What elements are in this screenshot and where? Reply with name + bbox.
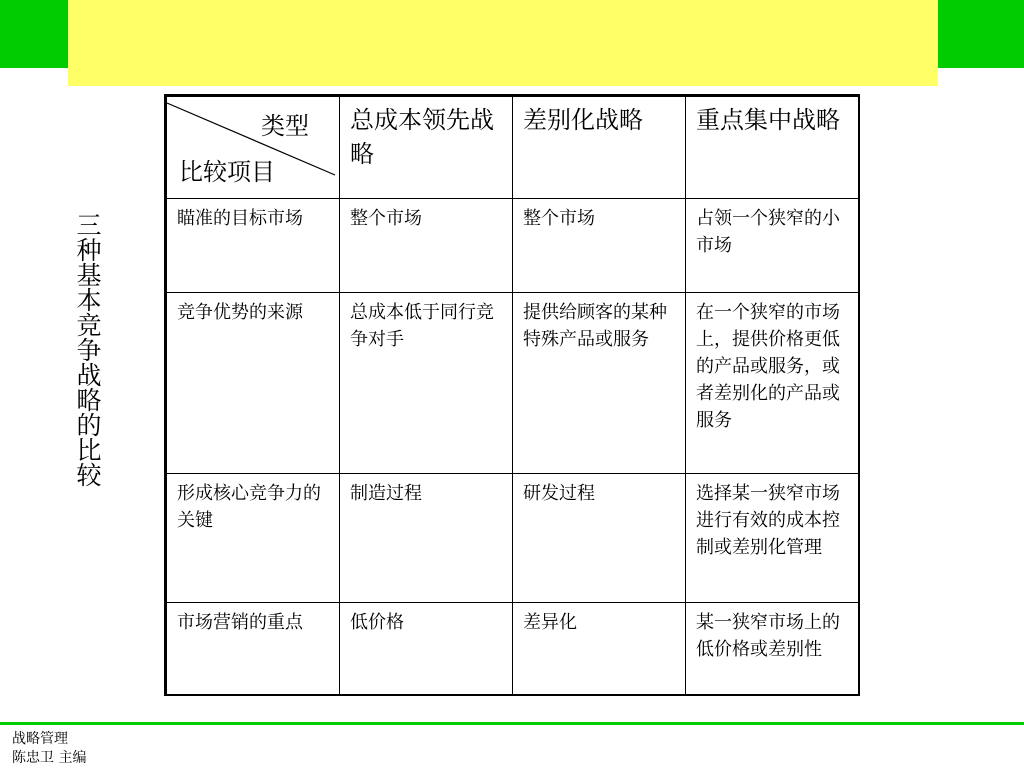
footer-editor: 陈忠卫 主编 [12,750,87,766]
footer-divider [0,722,1024,725]
table-cell: 在一个狭窄的市场上，提供价格更低的产品或服务，或者差别化的产品或服务 [686,293,859,474]
row-label: 瞄准的目标市场 [167,199,340,293]
footer-course-title: 战略管理 [12,731,68,747]
table-corner-cell [167,97,340,199]
corner-label-type: 类型 [261,112,309,140]
column-header-focus: 重点集中战略 [686,97,859,199]
corner-label-item: 比较项目 [179,158,275,186]
row-label: 竞争优势的来源 [167,293,340,474]
comparison-table [166,96,859,695]
table-cell: 提供给顾客的某种特殊产品或服务 [513,293,686,474]
table-row [167,199,859,293]
table-row [167,474,859,603]
table-cell: 整个市场 [513,199,686,293]
table-cell: 某一狭窄市场上的低价格或差别性 [686,603,859,695]
table-row [167,293,859,474]
table-cell: 占领一个狭窄的小市场 [686,199,859,293]
header-green-block-left [0,0,68,68]
table-cell: 选择某一狭窄市场进行有效的成本控制或差别化管理 [686,474,859,603]
footer-credits [12,730,86,768]
column-header-differentiation: 差别化战略 [513,97,686,199]
row-label: 形成核心竞争力的关键 [167,474,340,603]
table-cell: 整个市场 [340,199,513,293]
table-cell: 制造过程 [340,474,513,603]
slide-title: 三种基本竞争战略的比较 [73,212,102,487]
table-cell: 差异化 [513,603,686,695]
row-label: 市场营销的重点 [167,603,340,695]
table-cell: 低价格 [340,603,513,695]
table-header-row [167,97,859,199]
table-row [167,603,859,695]
table-cell: 总成本低于同行竞争对手 [340,293,513,474]
header-green-block-right [938,0,1024,68]
header-yellow-banner [68,0,938,86]
column-header-cost-leadership: 总成本领先战略 [340,97,513,199]
table-cell: 研发过程 [513,474,686,603]
